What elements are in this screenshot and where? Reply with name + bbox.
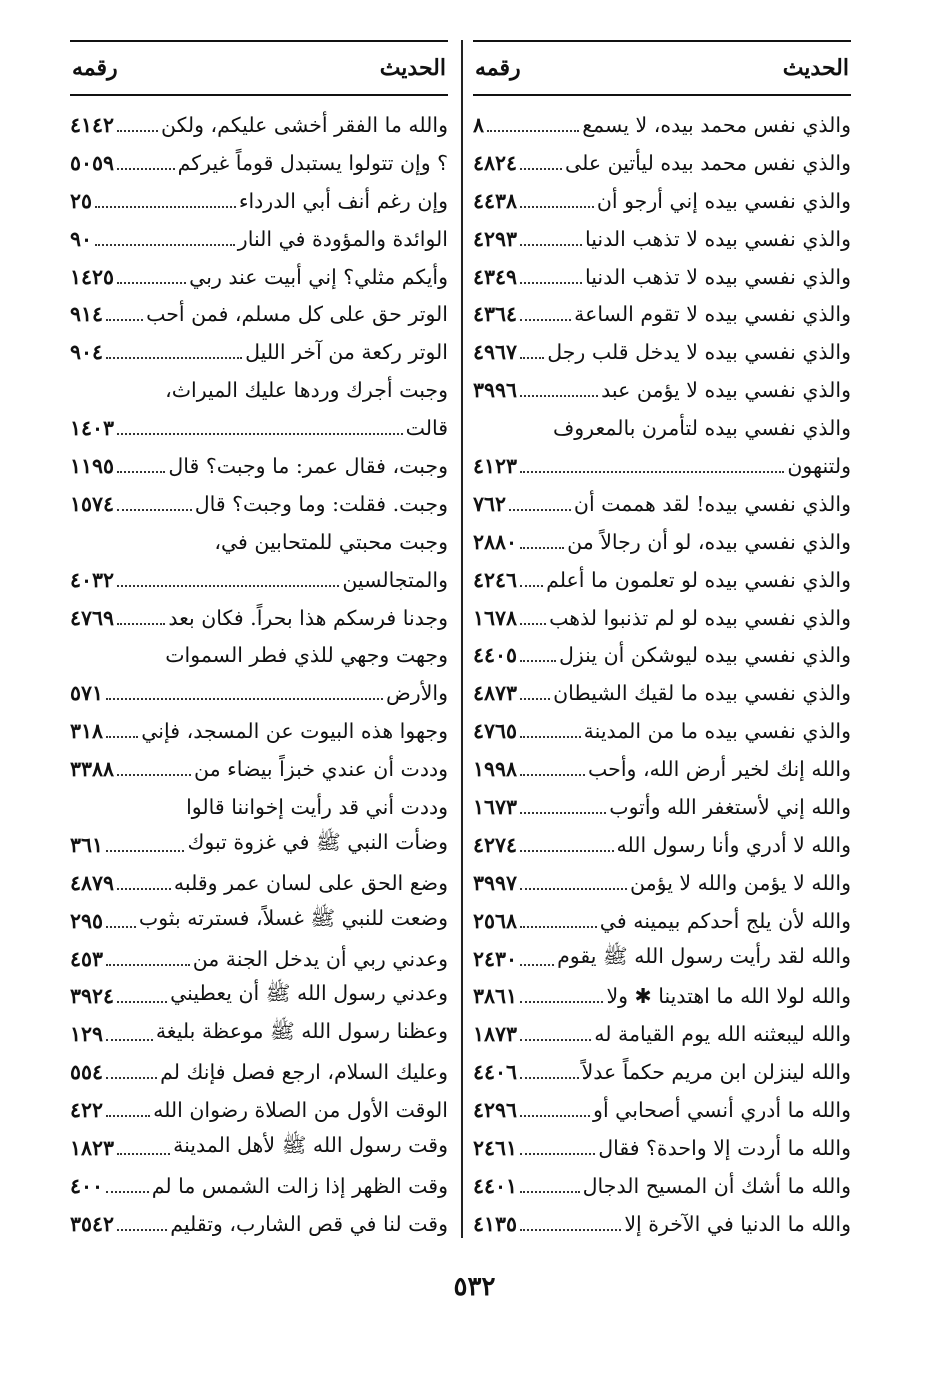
dot-leader [106, 698, 383, 700]
hadith-text: والله لولا الله ما اهتدينا ✱ ولا [606, 984, 851, 1009]
hadith-text: والذي نفسي بيده لا يؤمن عبد [601, 378, 851, 403]
index-entry [70, 144, 448, 182]
hadith-text: والذي نفسي بيده لا يدخل قلب رجل [547, 340, 851, 365]
header-hadith-label: الحديث [782, 55, 849, 81]
page-number: ٥٣٢ [453, 1272, 496, 1302]
hadith-number: ٤٧٦٥ [473, 719, 518, 744]
hadith-number: ٢٩٥ [70, 908, 104, 933]
hadith-number: ١٤٠٣ [70, 416, 115, 441]
hadith-number: ١٩٩٨ [473, 757, 518, 782]
index-entry [473, 144, 851, 182]
dot-leader [520, 1191, 580, 1193]
dot-leader [509, 509, 571, 511]
hadith-text: والله ما أشك أن المسيح الدجال [582, 1173, 851, 1198]
hadith-text: والله لا يؤمن والله لا يؤمن [630, 870, 851, 895]
hadith-number: ٣٩٩٦ [473, 378, 518, 403]
hadith-number: ٤٨٧٩ [70, 870, 115, 895]
index-entry [70, 1129, 448, 1167]
hadith-number: ٣٩٩٧ [473, 870, 518, 895]
hadith-number: ٤٢٧٤ [473, 832, 518, 857]
index-entry [473, 864, 851, 902]
index-entry [473, 636, 851, 674]
hadith-number: ٣٩٢٤ [70, 984, 115, 1009]
dot-leader [520, 660, 556, 662]
left-column-header [70, 40, 448, 96]
hadith-text: وقت الظهر إذا زالت الشمس ما لم [151, 1173, 448, 1198]
hadith-text: الوائدة والمؤودة في النار [237, 226, 448, 251]
hadith-number: ١٤٢٥ [70, 264, 115, 289]
hadith-text: والذي نفس محمد بيده ليأتين على [565, 150, 851, 175]
index-entry [70, 182, 448, 220]
hadith-text: والله إني لأستغفر الله وأتوب [609, 794, 851, 819]
dot-leader [117, 623, 165, 625]
dot-leader [520, 471, 784, 473]
hadith-number: ٤٤٠٥ [473, 643, 518, 668]
index-entry [70, 712, 448, 750]
hadith-number: ٣٣٨٨ [70, 757, 115, 782]
index-entry [70, 977, 448, 1015]
hadith-text: والله لينزلن ابن مريم حكماً عدلاً [581, 1060, 851, 1085]
dot-leader [117, 585, 339, 587]
index-entry [473, 182, 851, 220]
dot-leader [487, 130, 579, 132]
right-column-header [473, 40, 851, 96]
index-entry [70, 940, 448, 978]
hadith-number: ٥٧١ [70, 681, 104, 706]
index-entry [70, 561, 448, 599]
hadith-number: ٣٨٦١ [473, 984, 518, 1009]
header-number-label: رقمه [475, 55, 521, 81]
dot-leader [520, 1153, 595, 1155]
header-number-label: رقمه [72, 55, 118, 81]
hadith-text: وجهوا هذه البيوت عن المسجد، فإني [141, 719, 448, 744]
dot-leader [520, 168, 562, 170]
hadith-text: والذي نفسي بيده ليوشكن أن ينزل [558, 643, 851, 668]
hadith-text: والله ما الدنيا في الآخرة إلا [624, 1211, 851, 1236]
index-entry [70, 636, 448, 674]
index-entry [70, 485, 448, 523]
hadith-text: والله إنك لخير أرض الله، وأحب [588, 757, 851, 782]
hadith-text: والذي نفسي بيده لو لم تذنبوا لذهب [549, 605, 851, 630]
hadith-text: وددت أني قد رأيت إخواننا قالوا [186, 794, 448, 819]
hadith-text: الوتر حق على كل مسلم، فمن أحب [146, 302, 448, 327]
index-entry [473, 1091, 851, 1129]
hadith-text: والله ما أردت إلا واحدة؟ فقال [598, 1135, 851, 1160]
hadith-number: ٤٨٧٣ [473, 681, 518, 706]
index-entry [473, 523, 851, 561]
hadith-number: ٤٧٦٩ [70, 605, 115, 630]
hadith-number: ٩١٤ [70, 302, 104, 327]
hadith-text: والذي نفس محمد بيده، لا يسمع [582, 112, 851, 137]
dot-leader [520, 319, 571, 321]
hadith-text: وجهت وجهي للذي فطر السموات [165, 643, 448, 668]
index-entry [473, 447, 851, 485]
index-entry [473, 409, 851, 447]
hadith-number: ٥٠٥٩ [70, 150, 115, 175]
hadith-text: والله ما الفقر أخشى عليكم، ولكن [160, 112, 448, 137]
index-entry [473, 295, 851, 333]
hadith-number: ٤١٢٣ [473, 453, 518, 478]
hadith-number: ١٨٧٣ [473, 1022, 518, 1047]
index-entry [473, 902, 851, 940]
dot-leader [520, 850, 613, 852]
hadith-number: ٩٠٤ [70, 340, 104, 365]
hadith-text: والذي نفسي بيده لا تذهب الدنيا [584, 264, 851, 289]
dot-leader [95, 244, 235, 246]
index-entry [70, 864, 448, 902]
hadith-number: ٤٠٣٢ [70, 567, 115, 592]
hadith-text: وعليك السلام، ارجع فصل فإنك لم [160, 1060, 448, 1085]
index-entry [70, 750, 448, 788]
dot-leader [106, 1039, 153, 1041]
dot-leader [106, 1191, 149, 1193]
right-column [473, 40, 851, 1243]
column-divider [461, 40, 463, 1238]
dot-leader [106, 926, 136, 928]
hadith-text: الوتر ركعة من آخر الليل [245, 340, 448, 365]
hadith-text: والذي نفسي بيده لتأمرن بالمعروف [553, 416, 851, 441]
hadith-text: وعدني رسول الله ﷺ أن يعطيني [170, 981, 448, 1006]
dot-leader [520, 1039, 591, 1041]
hadith-number: ٤١٣٥ [473, 1211, 518, 1236]
hadith-number: ١٥٧٤ [70, 491, 115, 516]
hadith-text: والله لأن يلج أحدكم بيمينه في [599, 908, 851, 933]
dot-leader [520, 585, 543, 587]
hadith-number: ٣٦١ [70, 832, 104, 857]
hadith-number: ١٦٧٨ [473, 605, 518, 630]
index-entry [473, 788, 851, 826]
hadith-text: والذي نفسي بيده ما من المدينة [583, 719, 851, 744]
dot-leader [520, 1229, 621, 1231]
hadith-number: ٤٣٤٩ [473, 264, 518, 289]
hadith-number: ٢٤٦١ [473, 1135, 518, 1160]
hadith-text: وضأت النبي ﷺ في غزوة تبوك [187, 829, 448, 854]
index-entry [70, 1015, 448, 1053]
hadith-text: والله ليبعثنه الله يوم القيامة له [594, 1022, 851, 1047]
index-entry [70, 295, 448, 333]
hadith-number: ٨ [473, 112, 485, 137]
hadith-number: ٤٨٢٤ [473, 150, 518, 175]
dot-leader [520, 812, 606, 814]
hadith-number: ٤٣٦٤ [473, 302, 518, 327]
hadith-text: وددت أن عندي خبزاً بيضاء من [193, 757, 448, 782]
index-entry [70, 371, 448, 409]
hadith-number: ٤٤٠٦ [473, 1060, 518, 1085]
index-entry [70, 902, 448, 940]
index-entry [70, 447, 448, 485]
index-entry [70, 1205, 448, 1243]
index-entry [70, 409, 448, 447]
hadith-text: والله لا أدري وأنا رسول الله [616, 832, 851, 857]
hadith-number: ٥٥٤ [70, 1060, 104, 1085]
hadith-number: ٤٤٠١ [473, 1173, 518, 1198]
hadith-number: ١١٩٥ [70, 453, 115, 478]
hadith-text: والمتجالسين [342, 567, 448, 592]
index-entry [473, 1015, 851, 1053]
hadith-text: والذي نفسي بيده إني أرجو أن [596, 188, 851, 213]
hadith-text: ؟ وإن تتولوا يستبدل قوماً غيركم [177, 150, 448, 175]
index-entry [473, 1205, 851, 1243]
hadith-number: ٤٤٣٨ [473, 188, 518, 213]
hadith-number: ٤٢٩٣ [473, 226, 518, 251]
index-entry [473, 826, 851, 864]
hadith-text: ولتنهون [787, 453, 851, 478]
hadith-text: وقت رسول الله ﷺ لأهل المدينة [173, 1132, 448, 1157]
dot-leader [117, 509, 192, 511]
index-entry [473, 485, 851, 523]
index-entry [473, 561, 851, 599]
hadith-text: وجبت أجرك وردها عليك الميراث، [165, 378, 448, 403]
hadith-number: ٢٤٣٠ [473, 946, 518, 971]
hadith-text: وقت لنا في قص الشارب، وتقليم [170, 1211, 448, 1236]
right-column-rows [473, 106, 851, 1243]
hadith-number: ٤٩٦٧ [473, 340, 518, 365]
dot-leader [520, 698, 550, 700]
hadith-text: والذي نفسي بيده! لقد هممت أن [573, 491, 851, 516]
dot-leader [117, 471, 165, 473]
hadith-text: والذي نفسي بيده لا تقوم الساعة [574, 302, 851, 327]
dot-leader [520, 623, 546, 625]
hadith-text: وضع الحق على لسان عمر وقلبه [173, 870, 448, 895]
index-entry [70, 333, 448, 371]
dot-leader [520, 964, 554, 966]
hadith-number: ٢٥٦٨ [473, 908, 518, 933]
index-entry [473, 258, 851, 296]
left-column [70, 40, 448, 1243]
dot-leader [106, 357, 242, 359]
hadith-text: وجبت، فقال عمر: ما وجبت؟ قال [168, 453, 448, 478]
dot-leader [520, 736, 581, 738]
dot-leader [520, 888, 627, 890]
hadith-number: ١٦٧٣ [473, 794, 518, 819]
header-hadith-label: الحديث [379, 55, 446, 81]
dot-leader [106, 319, 143, 321]
dot-leader [117, 282, 186, 284]
dot-leader [117, 1153, 170, 1155]
dot-leader [117, 888, 171, 890]
hadith-number: ٣١٨ [70, 719, 104, 744]
index-entry [70, 258, 448, 296]
left-column-rows [70, 106, 448, 1243]
hadith-text: وجبت محبتي للمتحابين في، [214, 529, 448, 554]
hadith-text: وإن رغم أنف أبي الدرداء [238, 188, 448, 213]
hadith-number: ٢٥ [70, 188, 93, 213]
dot-leader [106, 964, 190, 966]
index-entry [473, 333, 851, 371]
hadith-text: وجبت. فقلت: وما وجبت؟ قال [194, 491, 448, 516]
index-entry [70, 523, 448, 561]
dot-leader [117, 433, 403, 435]
hadith-text: والله ما أدري أنسي أصحابي أو [593, 1098, 851, 1123]
dot-leader [520, 926, 597, 928]
dot-leader [117, 774, 191, 776]
index-entry [473, 599, 851, 637]
dot-leader [520, 1001, 603, 1003]
dot-leader [520, 357, 544, 359]
index-entry [70, 1167, 448, 1205]
hadith-number: ٤٥٣ [70, 946, 104, 971]
hadith-text: وعظنا رسول الله ﷺ موعظة بليغة [155, 1019, 448, 1044]
hadith-number: ١٢٩ [70, 1022, 104, 1047]
hadith-text: قالت [405, 416, 448, 441]
hadith-text: والله لقد رأيت رسول الله ﷺ يقوم [557, 943, 851, 968]
hadith-text: والأرض [386, 681, 448, 706]
hadith-number: ٤٢٩٦ [473, 1098, 518, 1123]
hadith-number: ٩٠ [70, 226, 93, 251]
index-entry [473, 977, 851, 1015]
index-entry [473, 750, 851, 788]
dot-leader [520, 244, 582, 246]
index-entry [70, 1091, 448, 1129]
index-entry [473, 106, 851, 144]
hadith-number: ١٨٢٣ [70, 1135, 115, 1160]
index-entry [70, 826, 448, 864]
dot-leader [95, 206, 236, 208]
index-entry [473, 371, 851, 409]
hadith-text: وضعت للنبي ﷺ غسلاً، فسترته بثوب [138, 905, 448, 930]
dot-leader [520, 547, 564, 549]
hadith-text: والذي نفسي بيده لو تعلمون ما أعلم [546, 567, 851, 592]
hadith-number: ٧٦٢ [473, 491, 507, 516]
dot-leader [117, 130, 158, 132]
dot-leader [117, 1001, 167, 1003]
dot-leader [520, 1115, 590, 1117]
index-entry [70, 106, 448, 144]
hadith-text: وأيكم مثلي؟ إني أبيت عند ربي [189, 264, 448, 289]
hadith-text: والذي نفسي بيده ما لقيك الشيطان [553, 681, 851, 706]
hadith-number: ٤١٤٢ [70, 112, 115, 137]
dot-leader [106, 1115, 150, 1117]
index-entry [473, 1167, 851, 1205]
index-entry [70, 1053, 448, 1091]
hadith-text: والذي نفسي بيده، لو أن رجالاً من [567, 529, 851, 554]
hadith-number: ٢٨٨٠ [473, 529, 518, 554]
index-entry [473, 1129, 851, 1167]
index-entry [473, 712, 851, 750]
hadith-text: الوقت الأول من الصلاة رضوان الله [153, 1098, 448, 1123]
dot-leader [117, 168, 175, 170]
hadith-number: ٤٢٢ [70, 1098, 104, 1123]
index-entry [70, 599, 448, 637]
index-entry [70, 674, 448, 712]
dot-leader [106, 850, 184, 852]
index-entry [473, 940, 851, 978]
hadith-number: ٤٢٤٦ [473, 567, 518, 592]
dot-leader [520, 1077, 579, 1079]
dot-leader [520, 282, 582, 284]
index-entry [473, 674, 851, 712]
hadith-text: وجدنا فرسكم هذا بحراً. فكان بعد [168, 605, 448, 630]
dot-leader [106, 736, 138, 738]
index-entry [473, 1053, 851, 1091]
hadith-number: ٤٠٠ [70, 1173, 104, 1198]
dot-leader [520, 774, 585, 776]
index-entry [70, 220, 448, 258]
hadith-text: وعدني ربي أن يدخل الجنة من [192, 946, 448, 971]
dot-leader [117, 1229, 167, 1231]
index-entry [473, 220, 851, 258]
hadith-text: والذي نفسي بيده لا تذهب الدنيا [584, 226, 851, 251]
hadith-number: ٣٥٤٢ [70, 1211, 115, 1236]
dot-leader [106, 1077, 157, 1079]
dot-leader [520, 395, 598, 397]
index-entry [70, 788, 448, 826]
dot-leader [520, 206, 594, 208]
